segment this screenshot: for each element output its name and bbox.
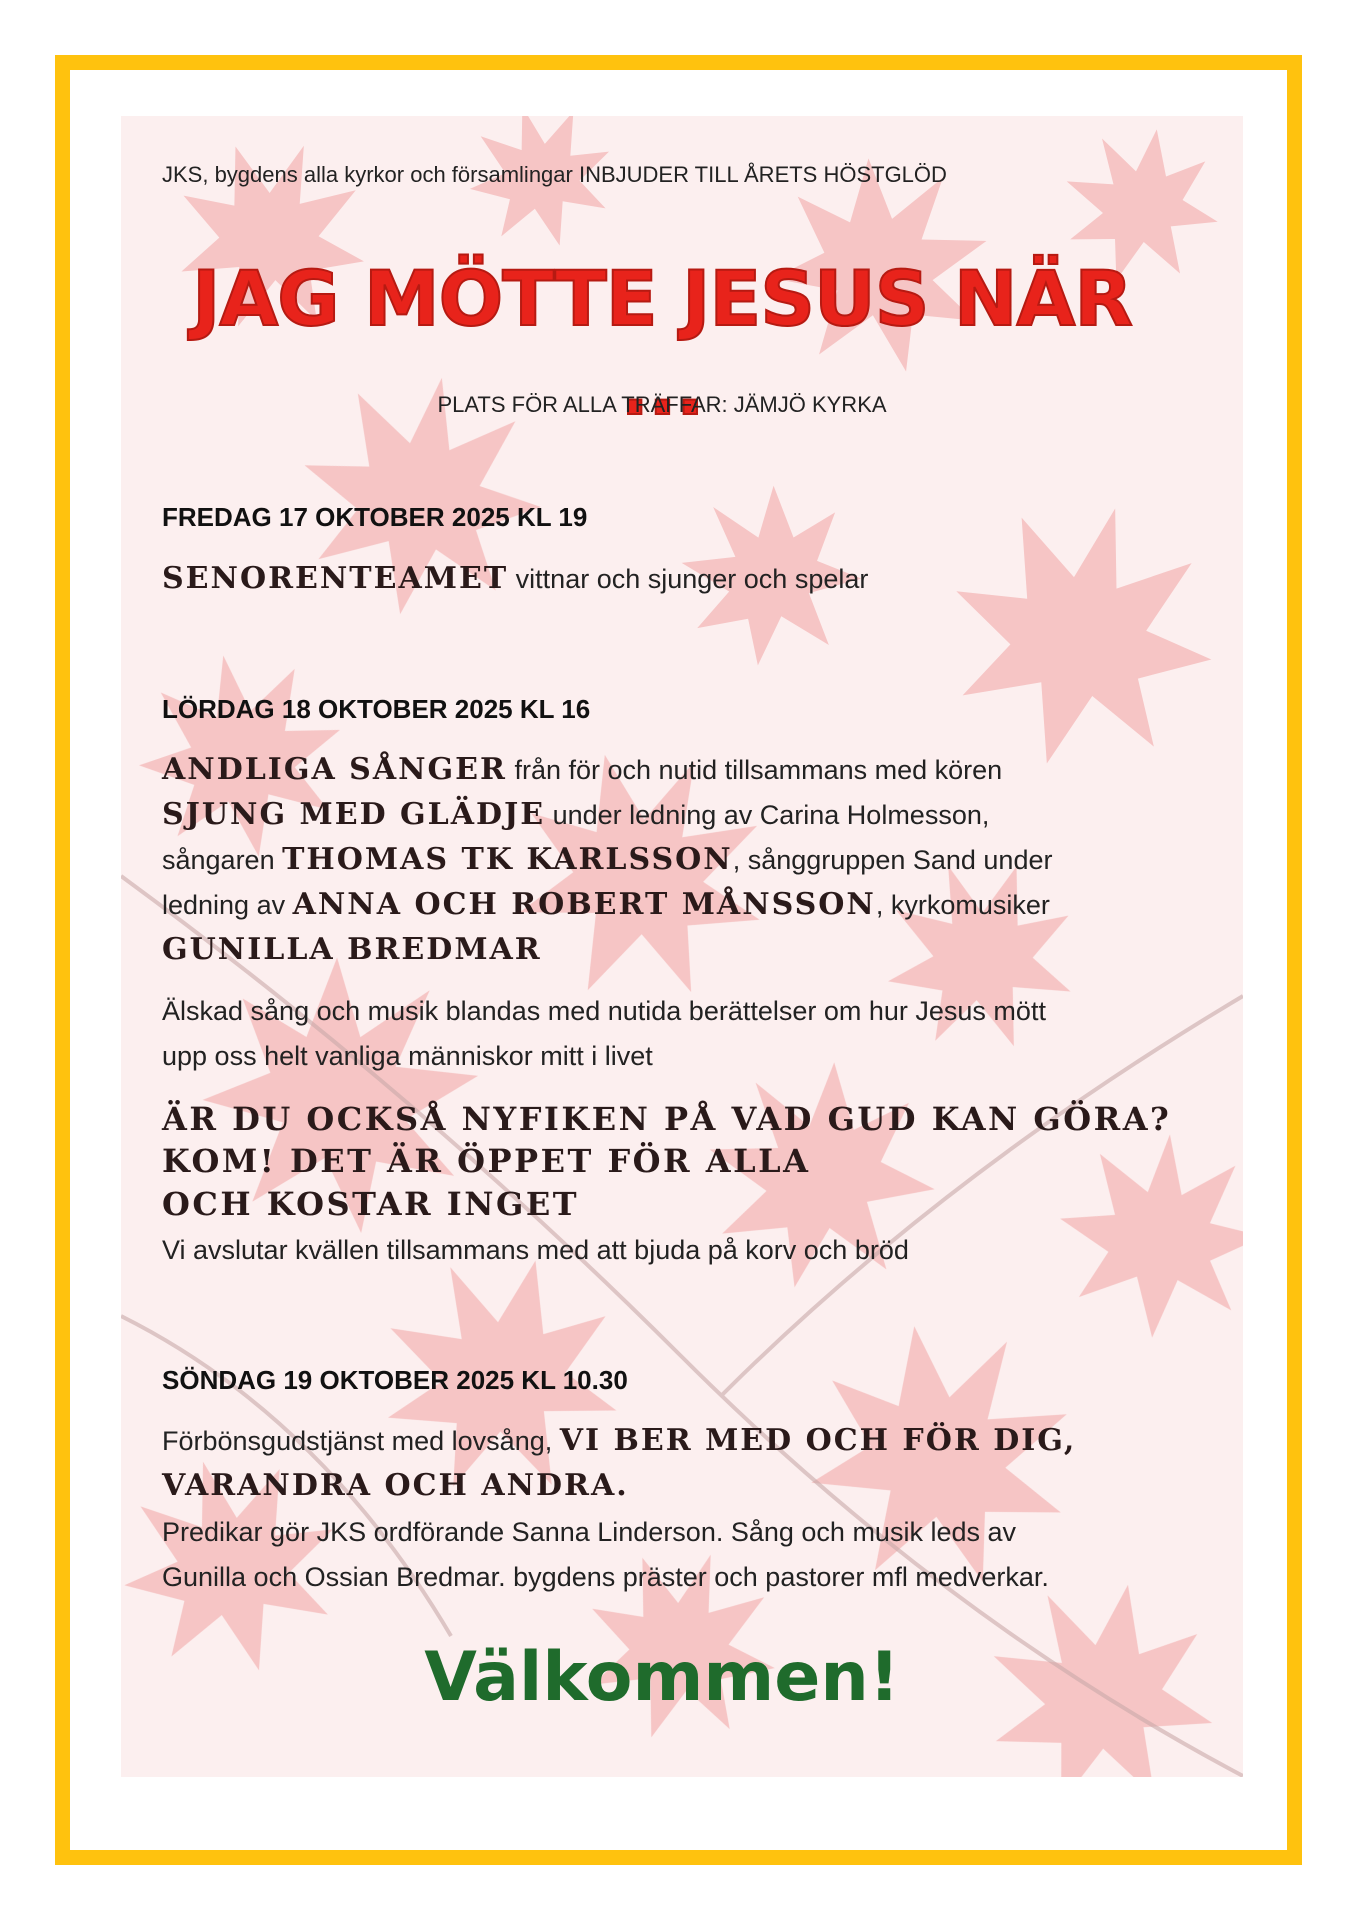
saturday-highlight-4: ANNA OCH ROBERT MÅNSSON bbox=[292, 887, 876, 922]
saturday-line-4 bbox=[162, 887, 1222, 922]
saturday-highlight-2: SJUNG MED GLÄDJE bbox=[162, 797, 546, 832]
saturday-text-1: från för och nutid tillsammans med kören bbox=[506, 755, 1003, 785]
saturday-text-4a: ledning av bbox=[162, 890, 293, 920]
friday-performer: SENORENTEAMET bbox=[162, 561, 509, 596]
saturday-line-3 bbox=[162, 842, 1222, 877]
saturday-text-4b: , kyrkomusiker bbox=[875, 890, 1050, 920]
friday-heading: FREDAG 17 OKTOBER 2025 KL 19 bbox=[162, 502, 588, 532]
sunday-line-4: Gunilla och Ossian Bredmar. bygdens präster och pastorer mfl medverkar. bbox=[162, 1562, 1049, 1592]
sunday-line-1 bbox=[162, 1423, 1222, 1458]
sunday-highlight-1: VI BER MED OCH FÖR DIG, bbox=[559, 1423, 1077, 1458]
friday-line bbox=[162, 561, 1222, 596]
saturday-highlight-1: ANDLIGA SÅNGER bbox=[162, 752, 507, 787]
sunday-text-1: Förbönsgudstjänst med lovsång, bbox=[162, 1426, 560, 1456]
saturday-paragraph-1: Älskad sång och musik blandas med nutida berättelser om hur Jesus mött bbox=[162, 996, 1046, 1026]
poster-title: JAG MÖTTE JESUS NÄR ... bbox=[192, 254, 1132, 432]
saturday-heading: LÖRDAG 18 OKTOBER 2025 KL 16 bbox=[162, 694, 591, 724]
welcome-text: Välkommen! bbox=[424, 1638, 900, 1717]
friday-description: vittnar och sjunger och spelar bbox=[508, 564, 869, 594]
saturday-line-5 bbox=[162, 932, 1222, 967]
saturday-call-2: KOM! DET ÄR ÖPPET FÖR ALLA bbox=[162, 1142, 811, 1180]
sunday-line-2 bbox=[162, 1468, 1222, 1503]
saturday-text-3b: , sånggruppen Sand under bbox=[732, 845, 1053, 875]
saturday-call-3: OCH KOSTAR INGET bbox=[162, 1185, 580, 1223]
saturday-call-1: ÄR DU OCKSÅ NYFIKEN PÅ VAD GUD KAN GÖRA? bbox=[162, 1100, 1172, 1138]
saturday-highlight-5: GUNILLA BREDMAR bbox=[162, 932, 542, 967]
saturday-closing: Vi avslutar kvällen tillsammans med att bjuda på korv och bröd bbox=[162, 1235, 909, 1265]
saturday-highlight-3: THOMAS TK KARLSSON bbox=[282, 842, 733, 877]
sunday-line-3: Predikar gör JKS ordförande Sanna Linderson. Sång och musik leds av bbox=[162, 1517, 1016, 1547]
sunday-heading: SÖNDAG 19 OKTOBER 2025 KL 10.30 bbox=[162, 1365, 628, 1395]
saturday-text-3a: sångaren bbox=[162, 845, 283, 875]
intro-text: JKS, bygdens alla kyrkor och församlingar INBJUDER TILL ÅRETS HÖSTGLÖD bbox=[162, 162, 947, 187]
saturday-line-2 bbox=[162, 797, 1222, 832]
sunday-highlight-2: VARANDRA OCH ANDRA. bbox=[162, 1468, 629, 1503]
poster-content bbox=[162, 116, 1222, 1777]
saturday-text-2: under ledning av Carina Holmesson, bbox=[545, 800, 990, 830]
saturday-line-1 bbox=[162, 752, 1222, 787]
venue-text: PLATS FÖR ALLA TRÄFFAR: JÄMJÖ KYRKA bbox=[437, 392, 887, 417]
saturday-paragraph-2: upp oss helt vanliga människor mitt i livet bbox=[162, 1041, 653, 1071]
